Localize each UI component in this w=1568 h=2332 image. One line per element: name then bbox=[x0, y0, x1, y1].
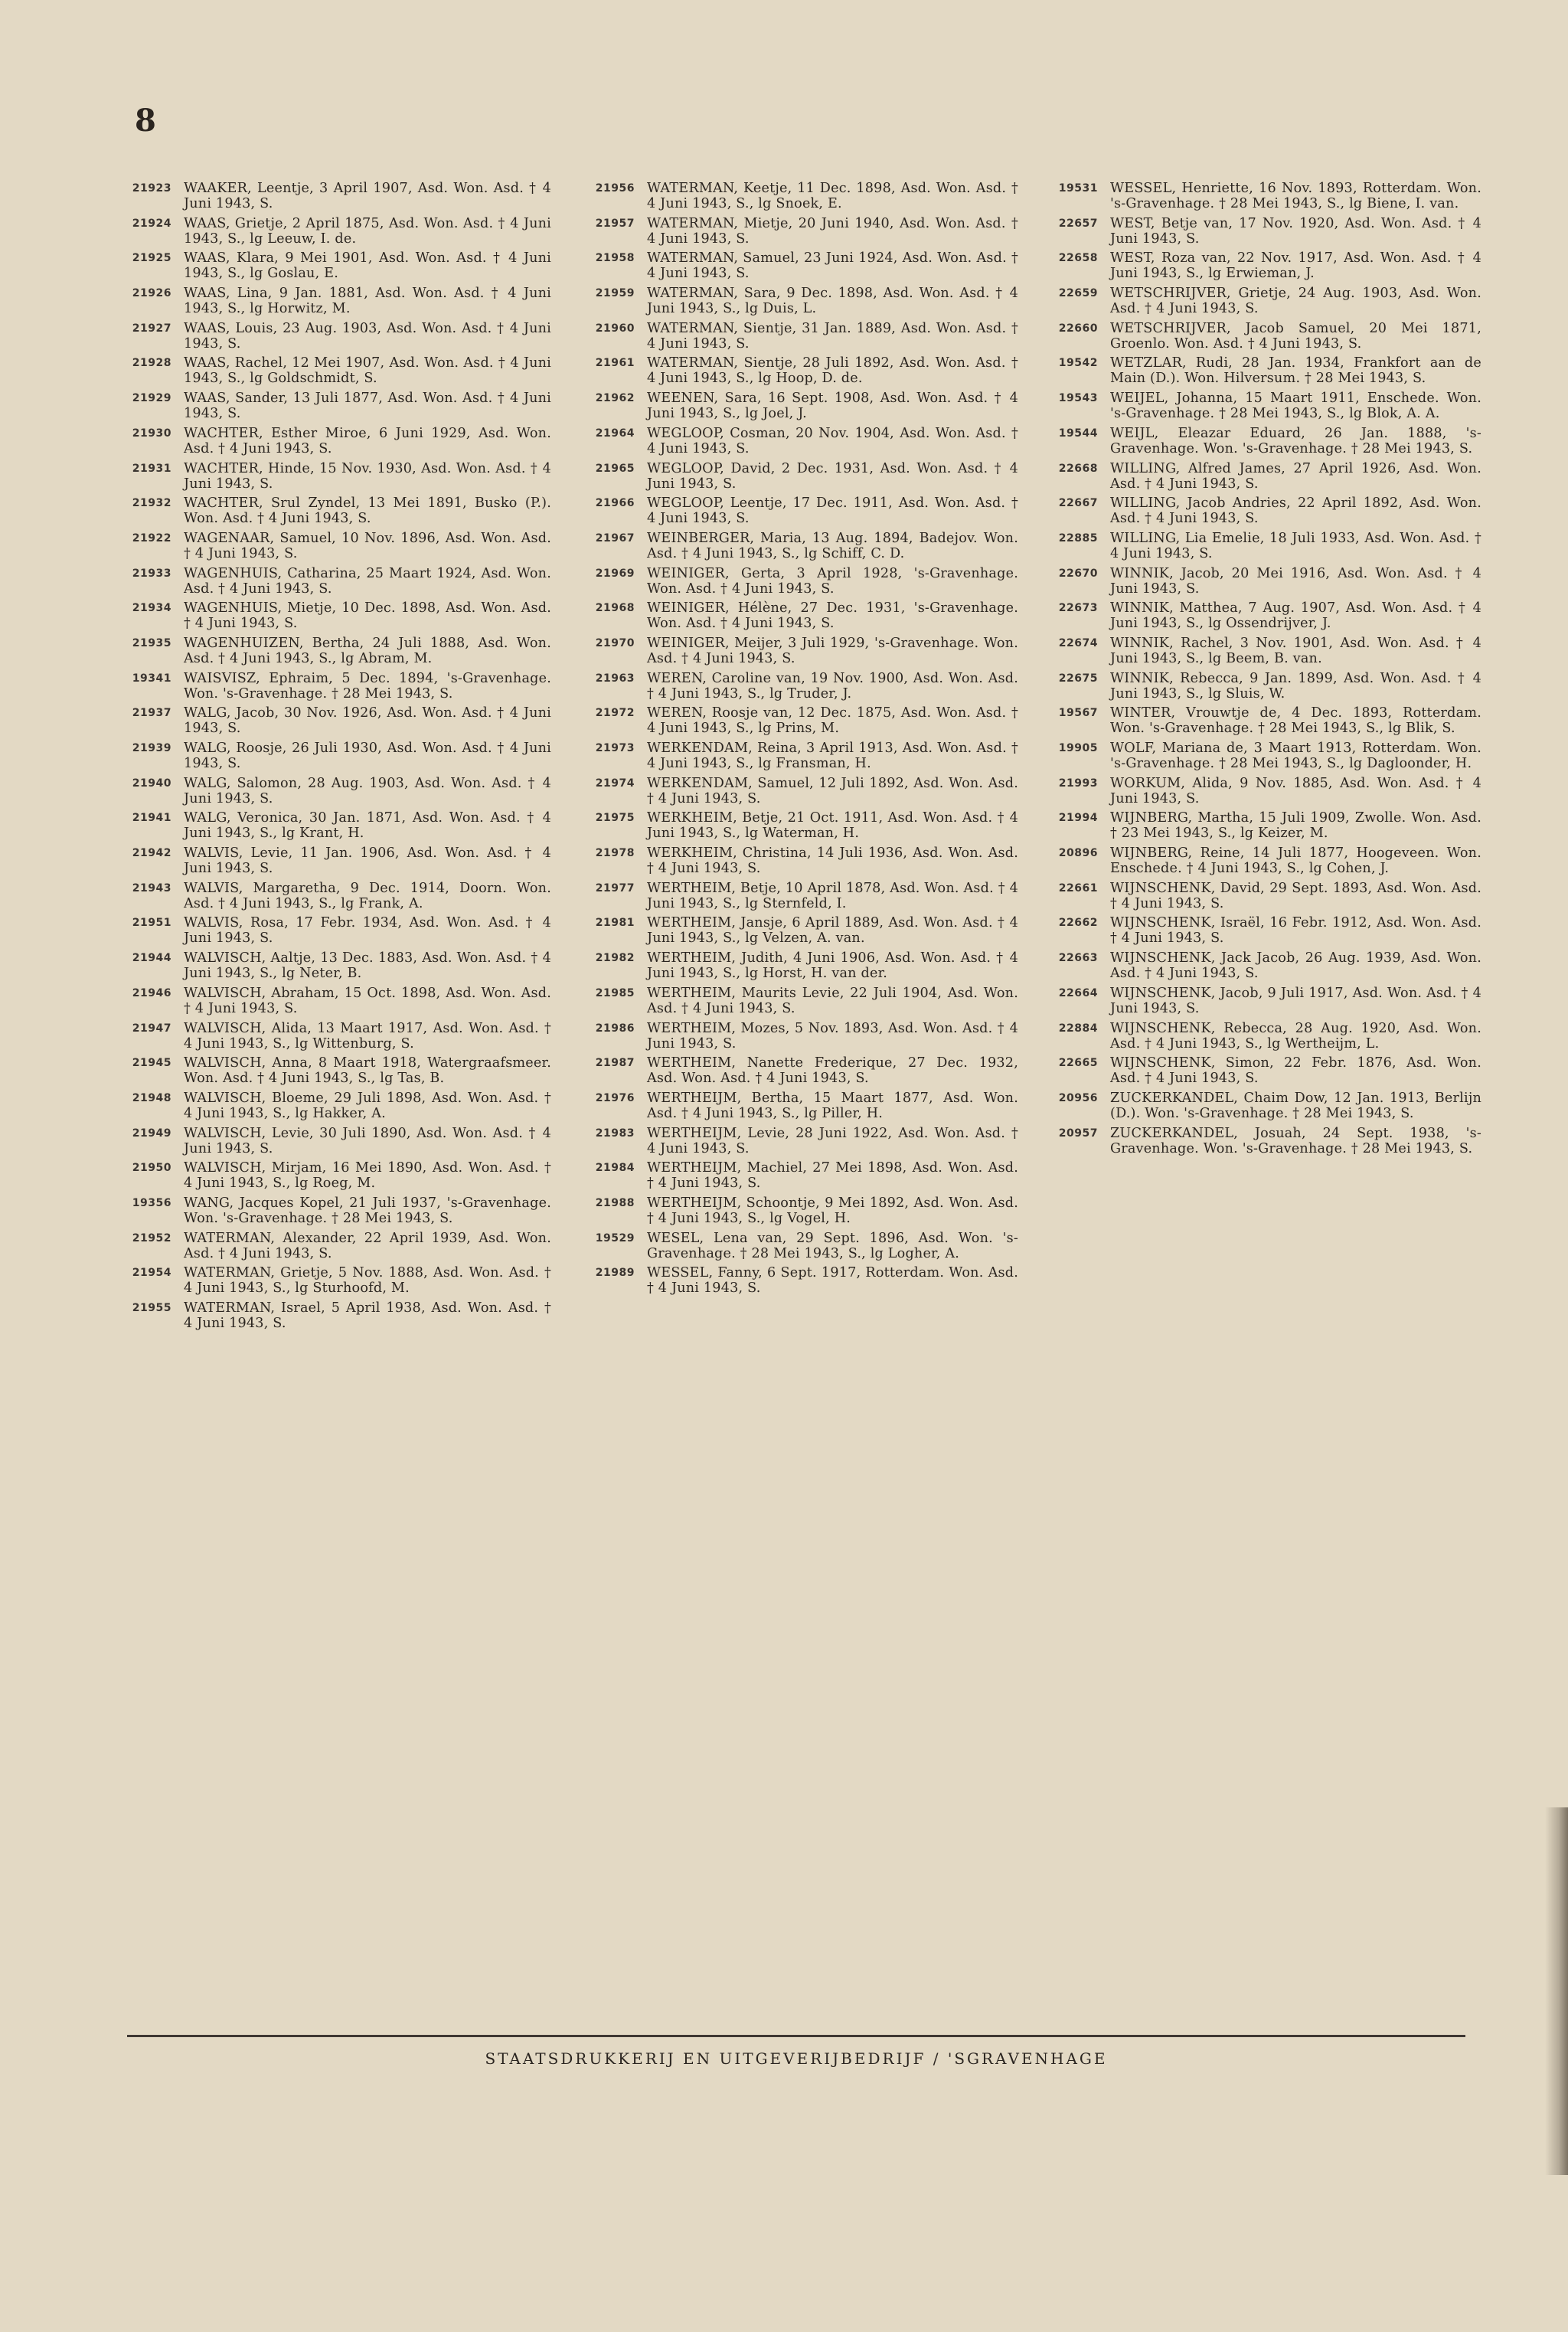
list-item bbox=[586, 461, 1018, 492]
entry-number: 19905 bbox=[1058, 742, 1098, 754]
entry-number: 22665 bbox=[1058, 1057, 1098, 1070]
entry-text: WALVISCH, Aaltje, 13 Dec. 1883, Asd. Won. Asd. † 4 Juni 1943, S., lg Neter, B. bbox=[184, 950, 551, 982]
list-item bbox=[1049, 986, 1481, 1016]
entry-text: WAISVISZ, Ephraim, 5 Dec. 1894, 's-Gravenhage. Won. 's-Gravenhage. † 28 Mei 1943, S. bbox=[184, 670, 551, 702]
list-item bbox=[122, 600, 551, 631]
column-3 bbox=[1049, 181, 1481, 1160]
entry-text: WAGENAAR, Samuel, 10 Nov. 1896, Asd. Won. Asd. † 4 Juni 1943, S. bbox=[184, 530, 551, 561]
list-item bbox=[586, 531, 1018, 561]
entry-number: 22670 bbox=[1058, 567, 1098, 580]
list-item bbox=[586, 636, 1018, 666]
list-item bbox=[586, 1265, 1018, 1296]
entry-text: WAGENHUIS, Mietje, 10 Dec. 1898, Asd. Won. Asd. † 4 Juni 1943, S. bbox=[184, 600, 551, 632]
list-item bbox=[122, 881, 551, 911]
entry-text: WORKUM, Alida, 9 Nov. 1885, Asd. Won. Asd. † 4 Juni 1943, S. bbox=[1110, 775, 1481, 806]
list-item bbox=[586, 496, 1018, 526]
entry-number: 21965 bbox=[595, 462, 635, 475]
list-item bbox=[122, 1195, 551, 1226]
list-item bbox=[122, 461, 551, 492]
entry-number: 21929 bbox=[132, 392, 172, 405]
entry-number: 21966 bbox=[595, 497, 635, 510]
list-item bbox=[586, 1126, 1018, 1156]
list-item bbox=[586, 426, 1018, 456]
entry-text: WETZLAR, Rudi, 28 Jan. 1934, Frankfort aan de Main (D.). Won. Hilversum. † 28 Mei 1943, S. bbox=[1110, 355, 1481, 387]
entry-number: 21970 bbox=[595, 636, 635, 649]
entry-text: ZUCKERKANDEL, Chaim Dow, 12 Jan. 1913, Berlijn (D.). Won. 's-Gravenhage. † 28 Mei 1943, S. bbox=[1110, 1090, 1481, 1121]
entry-number: 21982 bbox=[595, 952, 635, 965]
entry-text: WERKHEIM, Christina, 14 Juli 1936, Asd. Won. Asd. † 4 Juni 1943, S. bbox=[647, 845, 1018, 877]
entry-text: WACHTER, Esther Miroe, 6 Juni 1929, Asd. Won. Asd. † 4 Juni 1943, S. bbox=[184, 425, 551, 456]
entry-number: 22662 bbox=[1058, 917, 1098, 930]
entry-text: WEINBERGER, Maria, 13 Aug. 1894, Badejov. Won. Asd. † 4 Juni 1943, S., lg Schiff, C. D. bbox=[647, 530, 1018, 561]
entry-number: 21922 bbox=[132, 531, 172, 545]
entry-number: 21974 bbox=[595, 777, 635, 790]
list-item bbox=[122, 1126, 551, 1156]
list-item bbox=[1049, 1091, 1481, 1121]
list-item bbox=[1049, 600, 1481, 631]
list-item bbox=[122, 1021, 551, 1052]
entry-text: WEENEN, Sara, 16 Sept. 1908, Asd. Won. Asd. † 4 Juni 1943, S., lg Joel, J. bbox=[647, 391, 1018, 422]
list-item bbox=[122, 426, 551, 456]
entry-number: 22675 bbox=[1058, 672, 1098, 685]
list-item bbox=[586, 915, 1018, 946]
entry-number: 21978 bbox=[595, 847, 635, 860]
entry-number: 21958 bbox=[595, 252, 635, 265]
entry-number: 22657 bbox=[1058, 217, 1098, 230]
entry-text: WERKHEIM, Betje, 21 Oct. 1911, Asd. Won. Asd. † 4 Juni 1943, S., lg Waterman, H. bbox=[647, 810, 1018, 842]
list-item bbox=[1049, 391, 1481, 421]
entry-text: WALVIS, Margaretha, 9 Dec. 1914, Doorn. Won. Asd. † 4 Juni 1943, S., lg Frank, A. bbox=[184, 880, 551, 911]
entry-text: WALVIS, Rosa, 17 Febr. 1934, Asd. Won. Asd. † 4 Juni 1943, S. bbox=[184, 915, 551, 947]
entry-number: 21984 bbox=[595, 1162, 635, 1175]
list-item bbox=[122, 250, 551, 281]
entry-number: 22674 bbox=[1058, 636, 1098, 649]
list-item bbox=[1049, 1055, 1481, 1086]
entry-number: 21985 bbox=[595, 986, 635, 999]
entry-text: WIJNSCHENK, Simon, 22 Febr. 1876, Asd. Won. Asd. † 4 Juni 1943, S. bbox=[1110, 1055, 1481, 1087]
list-item bbox=[1049, 496, 1481, 526]
page-edge-shadow bbox=[1545, 1807, 1568, 2175]
list-item bbox=[1049, 915, 1481, 946]
entry-text: WEIJEL, Johanna, 15 Maart 1911, Enschede. Won. 's-Gravenhage. † 28 Mei 1943, S., lg Blok, A. A. bbox=[1110, 391, 1481, 422]
entry-number: 21932 bbox=[132, 497, 172, 510]
entry-text: WERTHEIM, Maurits Levie, 22 Juli 1904, Asd. Won. Asd. † 4 Juni 1943, S. bbox=[647, 985, 1018, 1016]
entry-number: 22673 bbox=[1058, 602, 1098, 615]
entry-number: 21972 bbox=[595, 707, 635, 720]
entry-text: WILLING, Alfred James, 27 April 1926, Asd. Won. Asd. † 4 Juni 1943, S. bbox=[1110, 460, 1481, 492]
list-item bbox=[586, 776, 1018, 806]
entry-text: WEINIGER, Hélène, 27 Dec. 1931, 's-Gravenhage. Won. Asd. † 4 Juni 1943, S. bbox=[647, 600, 1018, 632]
entry-number: 21952 bbox=[132, 1231, 172, 1244]
list-item bbox=[586, 881, 1018, 911]
entry-text: WAAKER, Leentje, 3 April 1907, Asd. Won. Asd. † 4 Juni 1943, S. bbox=[184, 181, 551, 211]
list-item bbox=[122, 636, 551, 666]
entry-text: WEGLOOP, Leentje, 17 Dec. 1911, Asd. Won. Asd. † 4 Juni 1943, S. bbox=[647, 496, 1018, 527]
entry-text: ZUCKERKANDEL, Josuah, 24 Sept. 1938, 's-Gravenhage. Won. 's-Gravenhage. † 28 Mei 1943, S. bbox=[1110, 1125, 1481, 1156]
entry-text: WESSEL, Henriette, 16 Nov. 1893, Rotterdam. Won. 's-Gravenhage. † 28 Mei 1943, S., lg Biene, I. van. bbox=[1110, 181, 1481, 211]
entry-number: 21934 bbox=[132, 602, 172, 615]
entry-number: 21937 bbox=[132, 707, 172, 720]
entry-text: WATERMAN, Sara, 9 Dec. 1898, Asd. Won. Asd. † 4 Juni 1943, S., lg Duis, L. bbox=[647, 286, 1018, 317]
entry-number: 21954 bbox=[132, 1267, 172, 1280]
entry-text: WALVIS, Levie, 11 Jan. 1906, Asd. Won. Asd. † 4 Juni 1943, S. bbox=[184, 845, 551, 877]
entry-text: WINNIK, Rebecca, 9 Jan. 1899, Asd. Won. Asd. † 4 Juni 1943, S., lg Sluis, W. bbox=[1110, 670, 1481, 702]
list-item bbox=[122, 1300, 551, 1331]
entry-text: WIJNBERG, Martha, 15 Juli 1909, Zwolle. Won. Asd. † 23 Mei 1943, S., lg Keizer, M. bbox=[1110, 810, 1481, 842]
column-2 bbox=[586, 181, 1018, 1300]
entry-number: 21926 bbox=[132, 287, 172, 300]
entry-text: WERTHEIM, Betje, 10 April 1878, Asd. Won. Asd. † 4 Juni 1943, S., lg Sternfeld, I. bbox=[647, 880, 1018, 911]
list-item bbox=[586, 321, 1018, 352]
entry-text: WIJNSCHENK, Jacob, 9 Juli 1917, Asd. Won. Asd. † 4 Juni 1943, S. bbox=[1110, 985, 1481, 1016]
entry-number: 21989 bbox=[595, 1267, 635, 1280]
list-item bbox=[1049, 845, 1481, 876]
entry-text: WAAS, Rachel, 12 Mei 1907, Asd. Won. Asd. † 4 Juni 1943, S., lg Goldschmidt, S. bbox=[184, 355, 551, 387]
entry-number: 19542 bbox=[1058, 357, 1098, 370]
list-item bbox=[586, 355, 1018, 386]
entry-number: 19529 bbox=[595, 1231, 635, 1244]
entry-number: 21959 bbox=[595, 287, 635, 300]
entry-text: WERTHEIJM, Machiel, 27 Mei 1898, Asd. Won. Asd. † 4 Juni 1943, S. bbox=[647, 1160, 1018, 1192]
entry-text: WILLING, Lia Emelie, 18 Juli 1933, Asd. Won. Asd. † 4 Juni 1943, S. bbox=[1110, 530, 1481, 561]
list-item bbox=[1049, 250, 1481, 281]
entry-number: 20896 bbox=[1058, 847, 1098, 860]
entry-text: WIJNSCHENK, Rebecca, 28 Aug. 1920, Asd. Won. Asd. † 4 Juni 1943, S., lg Wertheijm, L. bbox=[1110, 1020, 1481, 1052]
entry-number: 22660 bbox=[1058, 322, 1098, 335]
list-item bbox=[586, 216, 1018, 247]
entry-number: 21945 bbox=[132, 1057, 172, 1070]
entry-number: 21957 bbox=[595, 217, 635, 230]
list-item bbox=[1049, 461, 1481, 492]
entry-number: 21949 bbox=[132, 1127, 172, 1140]
entry-number: 21940 bbox=[132, 777, 172, 790]
entry-text: WERTHEIJM, Schoontje, 9 Mei 1892, Asd. Won. Asd. † 4 Juni 1943, S., lg Vogel, H. bbox=[647, 1195, 1018, 1226]
page-number: 8 bbox=[135, 103, 156, 139]
entry-number: 21955 bbox=[132, 1302, 172, 1314]
footer-rule bbox=[127, 2035, 1465, 2037]
list-item bbox=[1049, 741, 1481, 771]
entry-text: WERTHEIM, Judith, 4 Juni 1906, Asd. Won. Asd. † 4 Juni 1943, S., lg Horst, H. van der. bbox=[647, 950, 1018, 982]
entry-text: WESSEL, Fanny, 6 Sept. 1917, Rotterdam. Won. Asd. † 4 Juni 1943, S. bbox=[647, 1265, 1018, 1297]
list-item bbox=[122, 671, 551, 702]
entry-number: 21928 bbox=[132, 357, 172, 370]
entry-number: 21976 bbox=[595, 1091, 635, 1104]
list-item bbox=[1049, 426, 1481, 456]
list-item bbox=[586, 566, 1018, 597]
list-item bbox=[1049, 355, 1481, 386]
entry-number: 21962 bbox=[595, 392, 635, 405]
entry-number: 21983 bbox=[595, 1127, 635, 1140]
entry-text: WIJNSCHENK, Israël, 16 Febr. 1912, Asd. Won. Asd. † 4 Juni 1943, S. bbox=[1110, 915, 1481, 947]
entry-text: WINNIK, Jacob, 20 Mei 1916, Asd. Won. Asd. † 4 Juni 1943, S. bbox=[1110, 565, 1481, 597]
entry-text: WACHTER, Hinde, 15 Nov. 1930, Asd. Won. Asd. † 4 Juni 1943, S. bbox=[184, 460, 551, 492]
list-item bbox=[122, 216, 551, 247]
list-item bbox=[122, 321, 551, 352]
entry-number: 21944 bbox=[132, 952, 172, 965]
entry-number: 19356 bbox=[132, 1196, 172, 1209]
entry-number: 22661 bbox=[1058, 881, 1098, 895]
entry-text: WATERMAN, Keetje, 11 Dec. 1898, Asd. Won. Asd. † 4 Juni 1943, S., lg Snoek, E. bbox=[647, 181, 1018, 211]
entry-number: 21988 bbox=[595, 1196, 635, 1209]
entry-number: 21923 bbox=[132, 182, 172, 195]
entry-text: WERTHEIM, Jansje, 6 April 1889, Asd. Won. Asd. † 4 Juni 1943, S., lg Velzen, A. van. bbox=[647, 915, 1018, 947]
entry-text: WIJNSCHENK, Jack Jacob, 26 Aug. 1939, Asd. Won. Asd. † 4 Juni 1943, S. bbox=[1110, 950, 1481, 982]
entry-number: 21925 bbox=[132, 252, 172, 265]
list-item bbox=[122, 181, 551, 211]
entry-text: WINNIK, Matthea, 7 Aug. 1907, Asd. Won. Asd. † 4 Juni 1943, S., lg Ossendrijver, J. bbox=[1110, 600, 1481, 632]
entry-text: WERKENDAM, Reina, 3 April 1913, Asd. Won. Asd. † 4 Juni 1943, S., lg Fransman, H. bbox=[647, 741, 1018, 771]
entry-number: 21942 bbox=[132, 847, 172, 860]
entry-text: WATERMAN, Alexander, 22 April 1939, Asd. Won. Asd. † 4 Juni 1943, S. bbox=[184, 1230, 551, 1261]
entry-text: WALVISCH, Mirjam, 16 Mei 1890, Asd. Won. Asd. † 4 Juni 1943, S., lg Roeg, M. bbox=[184, 1160, 551, 1192]
entry-number: 21930 bbox=[132, 427, 172, 440]
entry-number: 21941 bbox=[132, 812, 172, 825]
entry-text: WAAS, Lina, 9 Jan. 1881, Asd. Won. Asd. † 4 Juni 1943, S., lg Horwitz, M. bbox=[184, 286, 551, 317]
list-item bbox=[122, 845, 551, 876]
list-item bbox=[586, 1231, 1018, 1261]
list-item bbox=[122, 776, 551, 806]
list-item bbox=[586, 671, 1018, 702]
entry-number: 21968 bbox=[595, 602, 635, 615]
list-item bbox=[1049, 810, 1481, 841]
entry-text: WATERMAN, Grietje, 5 Nov. 1888, Asd. Won. Asd. † 4 Juni 1943, S., lg Sturhoofd, M. bbox=[184, 1265, 551, 1297]
printer-imprint: STAATSDRUKKERIJ EN UITGEVERIJBEDRIJF / 'SGRAVENHAGE bbox=[485, 2049, 1108, 2068]
entry-number: 22664 bbox=[1058, 986, 1098, 999]
entry-number: 21961 bbox=[595, 357, 635, 370]
list-item bbox=[586, 1091, 1018, 1121]
list-item bbox=[586, 845, 1018, 876]
entry-number: 21956 bbox=[595, 182, 635, 195]
entry-text: WAAS, Klara, 9 Mei 1901, Asd. Won. Asd. † 4 Juni 1943, S., lg Goslau, E. bbox=[184, 250, 551, 282]
entry-text: WERTHEIJM, Bertha, 15 Maart 1877, Asd. Won. Asd. † 4 Juni 1943, S., lg Piller, H. bbox=[647, 1090, 1018, 1121]
entry-number: 21935 bbox=[132, 636, 172, 649]
list-item bbox=[122, 531, 551, 561]
entry-number: 21963 bbox=[595, 672, 635, 685]
entry-number: 21947 bbox=[132, 1022, 172, 1035]
entry-number: 21993 bbox=[1058, 777, 1098, 790]
entry-number: 22884 bbox=[1058, 1022, 1098, 1035]
entry-number: 19544 bbox=[1058, 427, 1098, 440]
entry-text: WERTHEIJM, Levie, 28 Juni 1922, Asd. Won. Asd. † 4 Juni 1943, S. bbox=[647, 1125, 1018, 1156]
entry-number: 21969 bbox=[595, 567, 635, 580]
list-item bbox=[586, 1055, 1018, 1086]
list-item bbox=[1049, 671, 1481, 702]
entry-text: WAAS, Louis, 23 Aug. 1903, Asd. Won. Asd. † 4 Juni 1943, S. bbox=[184, 320, 551, 352]
entry-number: 22663 bbox=[1058, 952, 1098, 965]
list-item bbox=[1049, 1126, 1481, 1156]
entry-text: WAGENHUIS, Catharina, 25 Maart 1924, Asd. Won. Asd. † 4 Juni 1943, S. bbox=[184, 565, 551, 597]
entry-number: 20956 bbox=[1058, 1091, 1098, 1104]
entry-number: 21939 bbox=[132, 742, 172, 754]
entry-number: 21964 bbox=[595, 427, 635, 440]
list-item bbox=[586, 286, 1018, 316]
list-item bbox=[122, 741, 551, 771]
entry-text: WALG, Veronica, 30 Jan. 1871, Asd. Won. Asd. † 4 Juni 1943, S., lg Krant, H. bbox=[184, 810, 551, 842]
list-item bbox=[586, 1195, 1018, 1226]
entry-number: 21924 bbox=[132, 217, 172, 230]
entry-number: 21967 bbox=[595, 531, 635, 545]
entry-text: WEST, Roza van, 22 Nov. 1917, Asd. Won. Asd. † 4 Juni 1943, S., lg Erwieman, J. bbox=[1110, 250, 1481, 282]
entry-number: 21960 bbox=[595, 322, 635, 335]
list-item bbox=[122, 986, 551, 1016]
list-item bbox=[1049, 950, 1481, 981]
entry-number: 19341 bbox=[132, 672, 172, 685]
entry-number: 21975 bbox=[595, 812, 635, 825]
list-item bbox=[1049, 181, 1481, 211]
entry-number: 19567 bbox=[1058, 707, 1098, 720]
entry-number: 21994 bbox=[1058, 812, 1098, 825]
entry-number: 22885 bbox=[1058, 531, 1098, 545]
entry-text: WALG, Roosje, 26 Juli 1930, Asd. Won. Asd. † 4 Juni 1943, S. bbox=[184, 741, 551, 771]
list-item bbox=[1049, 881, 1481, 911]
entry-text: WATERMAN, Mietje, 20 Juni 1940, Asd. Won. Asd. † 4 Juni 1943, S. bbox=[647, 215, 1018, 247]
list-item bbox=[586, 250, 1018, 281]
list-item bbox=[1049, 636, 1481, 666]
list-item bbox=[586, 600, 1018, 631]
entry-number: 21951 bbox=[132, 917, 172, 930]
list-item bbox=[1049, 566, 1481, 597]
list-item bbox=[122, 1055, 551, 1086]
list-item bbox=[586, 741, 1018, 771]
entry-text: WALG, Salomon, 28 Aug. 1903, Asd. Won. Asd. † 4 Juni 1943, S. bbox=[184, 775, 551, 806]
entry-number: 21950 bbox=[132, 1162, 172, 1175]
entry-text: WACHTER, Srul Zyndel, 13 Mei 1891, Busko (P.). Won. Asd. † 4 Juni 1943, S. bbox=[184, 496, 551, 527]
entry-text: WATERMAN, Israel, 5 April 1938, Asd. Won. Asd. † 4 Juni 1943, S. bbox=[184, 1300, 551, 1331]
entry-text: WEREN, Caroline van, 19 Nov. 1900, Asd. Won. Asd. † 4 Juni 1943, S., lg Truder, J. bbox=[647, 670, 1018, 702]
list-item bbox=[586, 810, 1018, 841]
entry-number: 19531 bbox=[1058, 182, 1098, 195]
list-item bbox=[122, 950, 551, 981]
list-item bbox=[1049, 286, 1481, 316]
list-item bbox=[122, 496, 551, 526]
entry-text: WEGLOOP, Cosman, 20 Nov. 1904, Asd. Won. Asd. † 4 Juni 1943, S. bbox=[647, 425, 1018, 456]
list-item bbox=[586, 986, 1018, 1016]
entry-text: WEGLOOP, David, 2 Dec. 1931, Asd. Won. Asd. † 4 Juni 1943, S. bbox=[647, 460, 1018, 492]
entry-number: 21946 bbox=[132, 986, 172, 999]
list-item bbox=[122, 1091, 551, 1121]
entry-text: WALVISCH, Alida, 13 Maart 1917, Asd. Won. Asd. † 4 Juni 1943, S., lg Wittenburg, S. bbox=[184, 1020, 551, 1052]
entry-number: 22668 bbox=[1058, 462, 1098, 475]
entry-number: 21943 bbox=[132, 881, 172, 895]
entry-text: WETSCHRIJVER, Grietje, 24 Aug. 1903, Asd. Won. Asd. † 4 Juni 1943, S. bbox=[1110, 286, 1481, 317]
entry-number: 21933 bbox=[132, 567, 172, 580]
entry-number: 20957 bbox=[1058, 1127, 1098, 1140]
entry-number: 21973 bbox=[595, 742, 635, 754]
entry-text: WEINIGER, Meijer, 3 Juli 1929, 's-Gravenhage. Won. Asd. † 4 Juni 1943, S. bbox=[647, 635, 1018, 666]
list-item bbox=[586, 705, 1018, 736]
entry-text: WALVISCH, Levie, 30 Juli 1890, Asd. Won. Asd. † 4 Juni 1943, S. bbox=[184, 1125, 551, 1156]
entry-text: WALVISCH, Bloeme, 29 Juli 1898, Asd. Won. Asd. † 4 Juni 1943, S., lg Hakker, A. bbox=[184, 1090, 551, 1121]
entry-text: WERTHEIM, Nanette Frederique, 27 Dec. 1932, Asd. Won. Asd. † 4 Juni 1943, S. bbox=[647, 1055, 1018, 1087]
entry-number: 22667 bbox=[1058, 497, 1098, 510]
list-item bbox=[586, 391, 1018, 421]
column-1 bbox=[122, 181, 551, 1336]
list-item bbox=[1049, 216, 1481, 247]
entry-number: 22659 bbox=[1058, 287, 1098, 300]
entry-number: 21981 bbox=[595, 917, 635, 930]
entry-number: 19543 bbox=[1058, 392, 1098, 405]
entry-text: WILLING, Jacob Andries, 22 April 1892, Asd. Won. Asd. † 4 Juni 1943, S. bbox=[1110, 496, 1481, 527]
list-item bbox=[1049, 776, 1481, 806]
entry-text: WESEL, Lena van, 29 Sept. 1896, Asd. Won. 's-Gravenhage. † 28 Mei 1943, S., lg Logher, A. bbox=[647, 1230, 1018, 1261]
entry-text: WATERMAN, Sientje, 28 Juli 1892, Asd. Won. Asd. † 4 Juni 1943, S., lg Hoop, D. de. bbox=[647, 355, 1018, 387]
entry-number: 21931 bbox=[132, 462, 172, 475]
entry-text: WEREN, Roosje van, 12 Dec. 1875, Asd. Won. Asd. † 4 Juni 1943, S., lg Prins, M. bbox=[647, 705, 1018, 737]
entry-text: WEST, Betje van, 17 Nov. 1920, Asd. Won. Asd. † 4 Juni 1943, S. bbox=[1110, 215, 1481, 247]
list-item bbox=[586, 181, 1018, 211]
entry-text: WALVISCH, Anna, 8 Maart 1918, Watergraafsmeer. Won. Asd. † 4 Juni 1943, S., lg Tas, B. bbox=[184, 1055, 551, 1087]
entry-text: WAAS, Grietje, 2 April 1875, Asd. Won. Asd. † 4 Juni 1943, S., lg Leeuw, I. de. bbox=[184, 215, 551, 247]
list-item bbox=[122, 566, 551, 597]
entry-number: 21948 bbox=[132, 1091, 172, 1104]
entry-text: WALVISCH, Abraham, 15 Oct. 1898, Asd. Won. Asd. † 4 Juni 1943, S. bbox=[184, 985, 551, 1016]
list-item bbox=[1049, 705, 1481, 736]
entry-number: 22658 bbox=[1058, 252, 1098, 265]
entry-text: WIJNBERG, Reine, 14 Juli 1877, Hoogeveen. Won. Enschede. † 4 Juni 1943, S., lg Cohen, J. bbox=[1110, 845, 1481, 877]
list-item bbox=[122, 915, 551, 946]
entry-text: WEINIGER, Gerta, 3 April 1928, 's-Gravenhage. Won. Asd. † 4 Juni 1943, S. bbox=[647, 565, 1018, 597]
entry-text: WANG, Jacques Kopel, 21 Juli 1937, 's-Gravenhage. Won. 's-Gravenhage. † 28 Mei 1943, S. bbox=[184, 1195, 551, 1226]
entry-text: WATERMAN, Samuel, 23 Juni 1924, Asd. Won. Asd. † 4 Juni 1943, S. bbox=[647, 250, 1018, 282]
list-item bbox=[122, 1265, 551, 1296]
list-item bbox=[1049, 321, 1481, 352]
entry-text: WETSCHRIJVER, Jacob Samuel, 20 Mei 1871, Groenlo. Won. Asd. † 4 Juni 1943, S. bbox=[1110, 320, 1481, 352]
entry-number: 21987 bbox=[595, 1057, 635, 1070]
entry-text: WOLF, Mariana de, 3 Maart 1913, Rotterdam. Won. 's-Gravenhage. † 28 Mei 1943, S., lg Dagloonder, H. bbox=[1110, 741, 1481, 771]
list-item bbox=[1049, 531, 1481, 561]
entry-number: 21977 bbox=[595, 881, 635, 895]
list-item bbox=[122, 1231, 551, 1261]
list-item bbox=[122, 1160, 551, 1191]
list-item bbox=[586, 1021, 1018, 1052]
list-item bbox=[586, 1160, 1018, 1191]
entry-text: WAGENHUIZEN, Bertha, 24 Juli 1888, Asd. Won. Asd. † 4 Juni 1943, S., lg Abram, M. bbox=[184, 635, 551, 666]
list-item bbox=[122, 286, 551, 316]
entry-text: WERKENDAM, Samuel, 12 Juli 1892, Asd. Won. Asd. † 4 Juni 1943, S. bbox=[647, 775, 1018, 806]
entry-text: WAAS, Sander, 13 Juli 1877, Asd. Won. Asd. † 4 Juni 1943, S. bbox=[184, 391, 551, 422]
list-item bbox=[1049, 1021, 1481, 1052]
entry-text: WIJNSCHENK, David, 29 Sept. 1893, Asd. Won. Asd. † 4 Juni 1943, S. bbox=[1110, 880, 1481, 911]
entry-number: 21986 bbox=[595, 1022, 635, 1035]
list-item bbox=[122, 810, 551, 841]
entry-text: WERTHEIM, Mozes, 5 Nov. 1893, Asd. Won. Asd. † 4 Juni 1943, S. bbox=[647, 1020, 1018, 1052]
entry-number: 21927 bbox=[132, 322, 172, 335]
list-item bbox=[122, 391, 551, 421]
entry-text: WALG, Jacob, 30 Nov. 1926, Asd. Won. Asd. † 4 Juni 1943, S. bbox=[184, 705, 551, 737]
list-item bbox=[122, 355, 551, 386]
list-item bbox=[586, 950, 1018, 981]
list-item bbox=[122, 705, 551, 736]
entry-text: WATERMAN, Sientje, 31 Jan. 1889, Asd. Won. Asd. † 4 Juni 1943, S. bbox=[647, 320, 1018, 352]
entry-text: WEIJL, Eleazar Eduard, 26 Jan. 1888, 's-Gravenhage. Won. 's-Gravenhage. † 28 Mei 1943, S. bbox=[1110, 425, 1481, 456]
entry-text: WINTER, Vrouwtje de, 4 Dec. 1893, Rotterdam. Won. 's-Gravenhage. † 28 Mei 1943, S., lg Blik, S. bbox=[1110, 705, 1481, 737]
entry-text: WINNIK, Rachel, 3 Nov. 1901, Asd. Won. Asd. † 4 Juni 1943, S., lg Beem, B. van. bbox=[1110, 635, 1481, 666]
